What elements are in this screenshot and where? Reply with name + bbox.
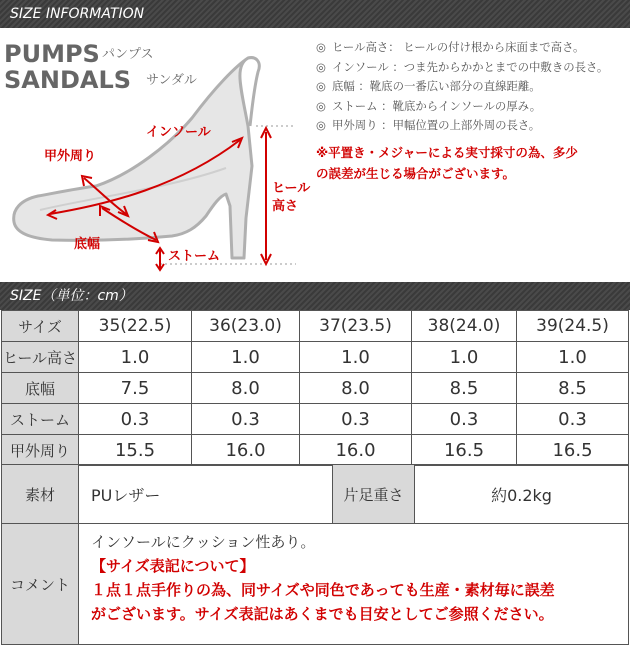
note-stone: ◎ ストーム ：靴底からインソールの厚み。	[316, 98, 542, 113]
material-value: PUレザー	[79, 465, 333, 524]
size-information-panel	[0, 28, 630, 282]
table-row: ストーム 0.3 0.3 0.3 0.3 0.3	[2, 404, 629, 435]
comment-red-line-2: がございます。サイズ表記はあくまでも目安としてご参照ください。	[91, 605, 554, 623]
note-sole-width: ◎ 底幅 ：靴底の一番広い部分の直線距離。	[316, 79, 541, 93]
size-header-38: 38(24.0)	[412, 311, 517, 342]
measurement-warning: ※平置き・メジャーによる実寸採寸の為、多少 の誤差が生じる場合がございます。	[316, 144, 578, 181]
measurement-notes	[316, 38, 626, 184]
weight-value: 約0.2kg	[415, 465, 629, 524]
comment-row	[2, 524, 629, 645]
size-header-39: 39(24.5)	[517, 311, 629, 342]
note-heel-height: ◎ ヒール高さ： ヒールの付け根から床面まで高さ。	[316, 40, 585, 54]
size-information-header: SIZE INFORMATION	[0, 0, 630, 28]
pump-diagram	[0, 28, 316, 282]
table-row: 底幅 7.5 8.0 8.0 8.5 8.5	[2, 373, 629, 404]
brand-pumps-jp: パンプス	[102, 47, 154, 62]
table-row: 甲外周り 15.5 16.0 16.0 16.5 16.5	[2, 435, 629, 466]
spec-table	[1, 464, 629, 645]
label-heel-1: ヒール	[272, 181, 311, 196]
table-row: ヒール高さ 1.0 1.0 1.0 1.0 1.0	[2, 342, 629, 373]
label-stone: ストーム	[168, 249, 221, 264]
size-table	[1, 310, 629, 466]
size-table-header-row	[2, 311, 629, 342]
comment-red-line-1: １点１点手作りの為、同サイズや同色であっても生産・素材毎に誤差	[91, 581, 555, 599]
brand-sandals: SANDALS	[4, 66, 132, 94]
label-insole: インソール	[146, 125, 211, 140]
size-header-36: 36(23.0)	[192, 311, 300, 342]
label-instep: 甲外周り	[44, 149, 97, 164]
comment-heading: 【サイズ表記について】	[91, 557, 255, 575]
comment-label: コメント	[2, 524, 79, 645]
material-label: 素材	[2, 465, 79, 524]
shoe-heel-back	[248, 58, 259, 126]
size-header-label: サイズ	[2, 311, 79, 342]
size-header-35: 35(22.5)	[79, 311, 192, 342]
label-heel-2: 高さ	[272, 199, 299, 214]
label-sole-width: 底幅	[74, 237, 101, 252]
size-header-37: 37(23.5)	[300, 311, 412, 342]
weight-label: 片足重さ	[333, 465, 415, 524]
brand-sandals-jp: サンダル	[146, 73, 197, 88]
material-row	[2, 465, 629, 524]
size-unit-header: SIZE（単位：cm）	[0, 282, 630, 310]
note-instep: ◎ 甲外周り ：甲幅位置の上部外周の長さ。	[316, 118, 541, 132]
comment-line: インソールにクッション性あり。	[91, 533, 316, 551]
comment-cell	[79, 524, 629, 645]
brand-pumps: PUMPS	[4, 40, 100, 68]
note-insole: ◎ インソール ：つま先からかかとまでの中敷きの長さ。	[316, 59, 609, 74]
